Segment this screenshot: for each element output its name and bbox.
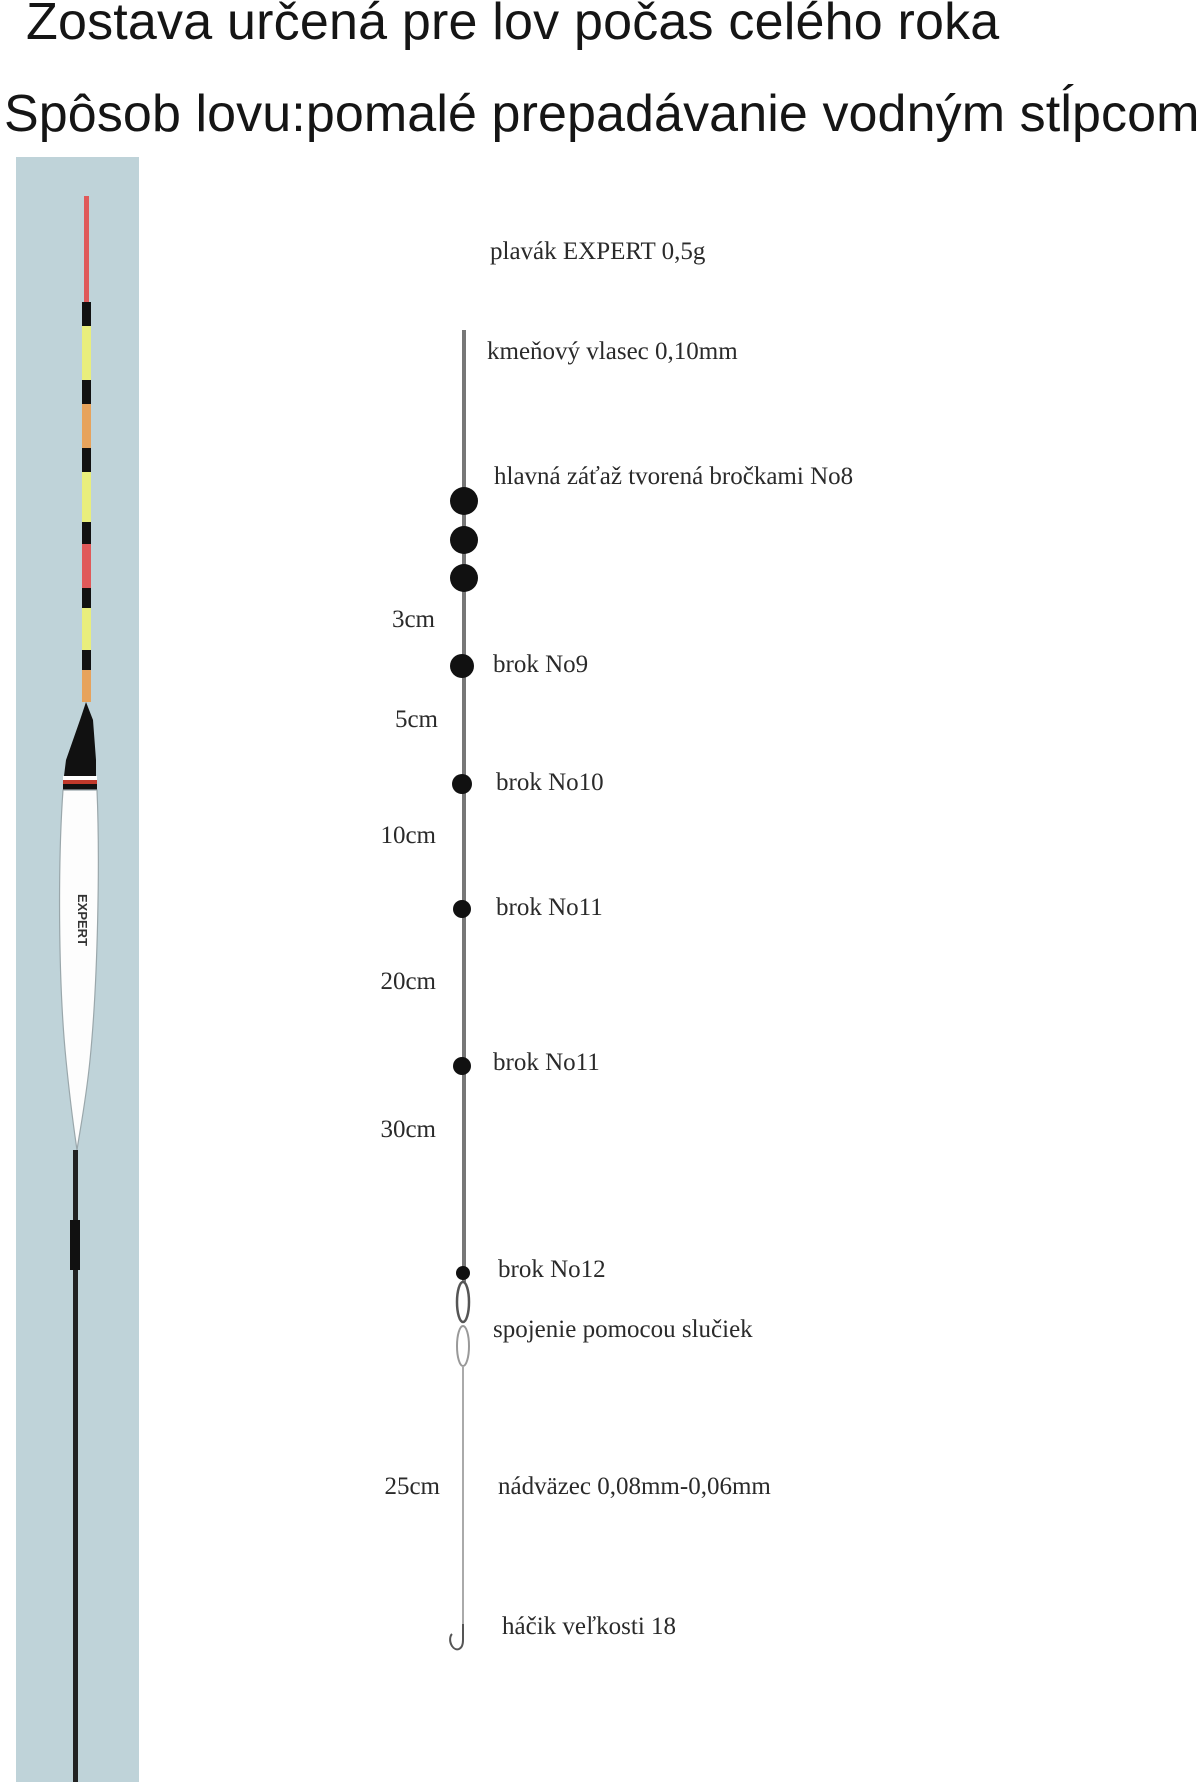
float-brand-logo	[75, 894, 90, 946]
hooklength-label: nádväzec 0,08mm-0,06mm	[498, 1473, 771, 1500]
shot-no9	[450, 654, 474, 678]
shot-no10	[452, 774, 472, 794]
bulk-shot-no8	[450, 526, 478, 554]
float-illustration	[60, 196, 99, 1782]
float-tip-yellow-segment	[82, 472, 91, 522]
shot-label: brok No11	[493, 1049, 600, 1076]
float-tip-yellow-segment	[82, 608, 91, 650]
float-tip-orange-segment	[82, 670, 91, 702]
shot-no11	[453, 900, 471, 918]
loop-hooklength	[457, 1326, 469, 1366]
bulk-shot-no8	[450, 487, 478, 515]
mainline-label: kmeňový vlasec 0,10mm	[487, 338, 738, 365]
hook-icon	[450, 1624, 463, 1649]
float-tip-orange-segment	[82, 404, 91, 448]
float-tip-black-segment	[82, 302, 91, 326]
bulk-weight-label: hlavná záťaž tvorená bročkami No8	[494, 463, 854, 490]
float-tip-yellow-segment	[82, 326, 91, 380]
shot-no11	[453, 1057, 471, 1075]
distance-label: 3cm	[391, 606, 435, 633]
distance-label: 25cm	[384, 1473, 440, 1500]
hook-label: háčik veľkosti 18	[502, 1613, 677, 1640]
distance-label: 20cm	[380, 968, 436, 995]
float-stripe-red	[63, 780, 97, 784]
loop-connection-label: spojenie pomocou slučiek	[493, 1316, 753, 1343]
float-tip-black-segment	[82, 588, 91, 608]
float-tip-black-segment	[82, 380, 91, 404]
bulk-shot-no8	[450, 564, 478, 592]
float-shoulder	[64, 702, 96, 776]
svg-text:EXPERT: EXPERT	[75, 894, 90, 947]
float-stripe-black	[63, 784, 97, 790]
title-line-2: Spôsob lovu:pomalé prepadávanie vodným stĺpcom	[4, 85, 1200, 143]
float-stem-sleeve	[70, 1220, 80, 1270]
shot-label: brok No12	[498, 1256, 606, 1283]
loop-mainline	[457, 1282, 469, 1322]
shot-label: brok No10	[496, 769, 604, 796]
float-tip-red-segment	[82, 544, 91, 588]
distance-label: 30cm	[380, 1116, 436, 1143]
title-line-1: Zostava určená pre lov počas celého roka	[26, 0, 1000, 51]
shot-no12	[456, 1266, 470, 1280]
float-stripe-white	[63, 776, 97, 780]
float-tip-red-top	[84, 196, 89, 302]
distance-label: 10cm	[380, 822, 436, 849]
float-tip-black-segment	[82, 448, 91, 472]
float-tip-black-segment	[82, 522, 91, 544]
float-tip-black-segment	[82, 650, 91, 670]
distance-label: 5cm	[394, 706, 438, 733]
float-label: plavák EXPERT 0,5g	[490, 238, 706, 265]
shot-label: brok No9	[493, 651, 589, 678]
shot-label: brok No11	[496, 894, 603, 921]
float-body	[60, 790, 99, 1150]
